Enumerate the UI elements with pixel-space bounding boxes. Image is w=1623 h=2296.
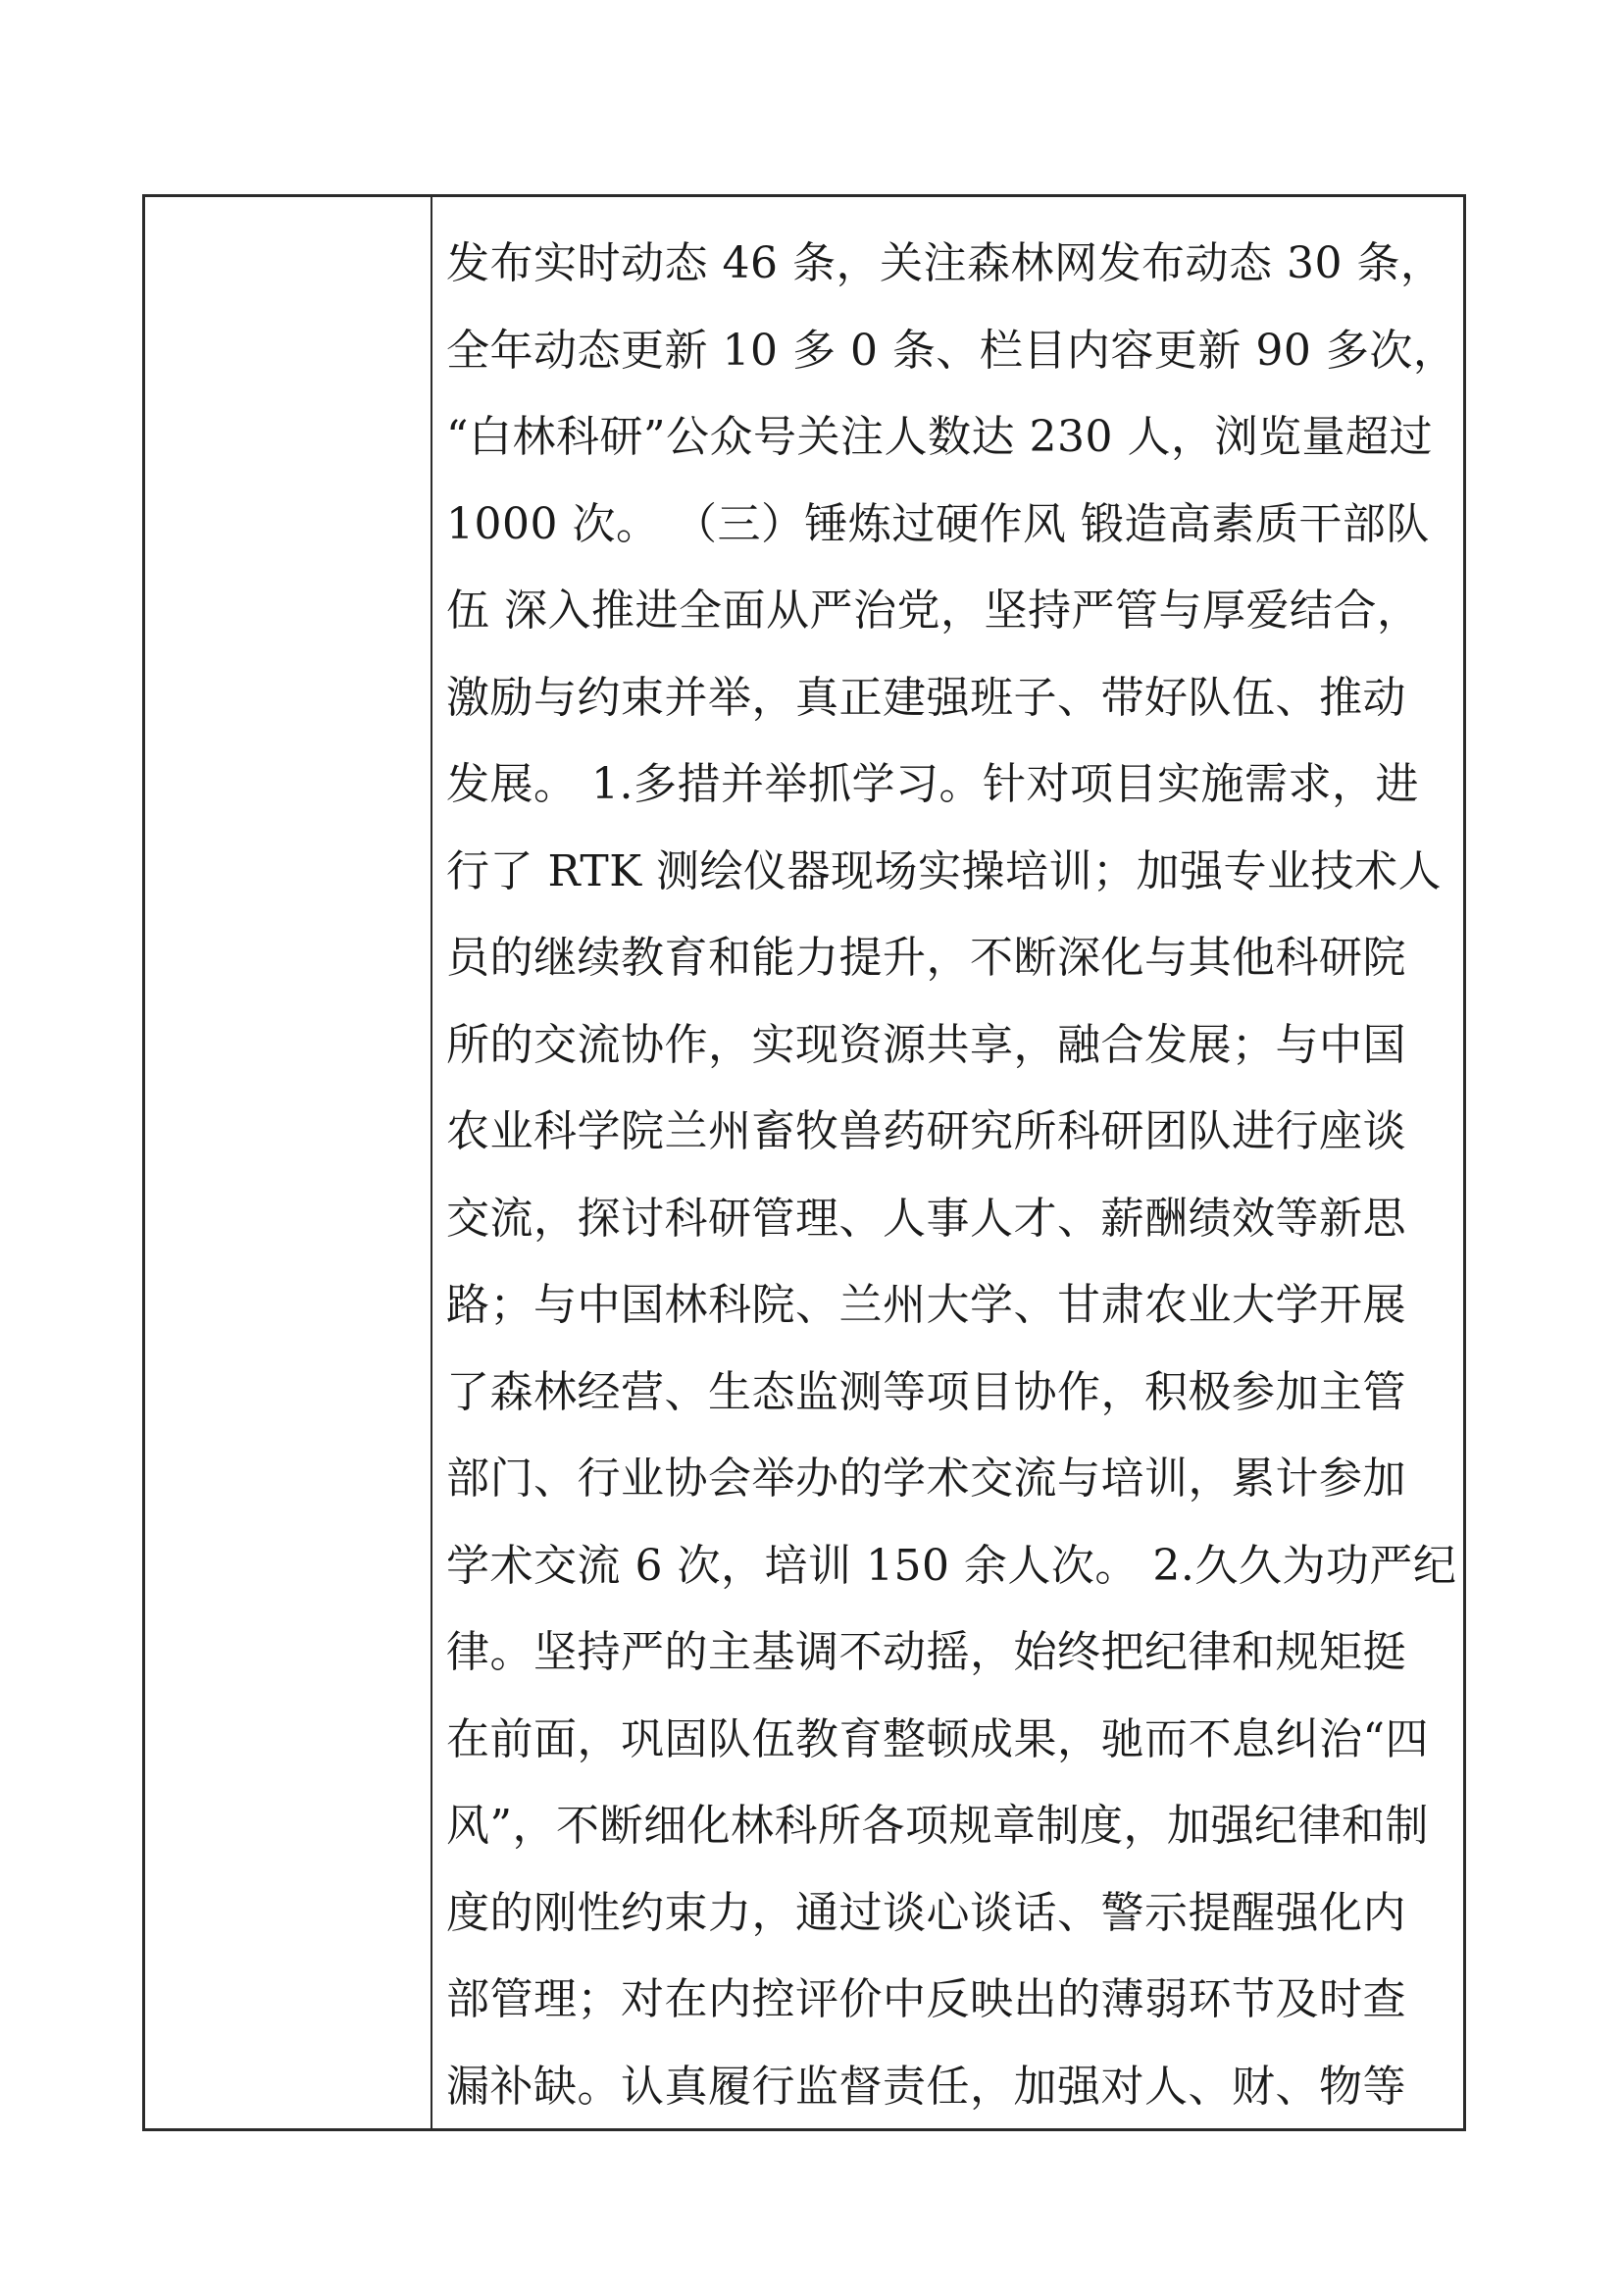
text-line: 所的交流协作，实现资源共享，融合发展；与中国 (446, 1019, 1406, 1070)
text-line: 交流，探讨科研管理、人事人才、薪酬绩效等新思 (446, 1193, 1406, 1244)
text-line: 1000 次。 （三）锤炼过硬作风 锻造高素质干部队 (446, 498, 1430, 549)
text-line: 风”，不断细化林科所各项规章制度，加强纪律和制 (446, 1801, 1429, 1851)
text-line: “白林科研”公众号关注人数达 230 人，浏览量超过 (446, 412, 1433, 462)
text-line: 律。坚持严的主基调不动摇，始终把纪律和规矩挺 (446, 1627, 1406, 1677)
text-line: 激励与约束并举，真正建强班子、带好队伍、推动 (446, 672, 1406, 723)
table-content-cell (432, 197, 1463, 2128)
table-label-cell (145, 197, 432, 2128)
text-line: 农业科学院兰州畜牧兽药研究所科研团队进行座谈 (446, 1106, 1406, 1156)
text-line: 部门、行业协会举办的学术交流与培训，累计参加 (446, 1454, 1406, 1504)
text-line: 学术交流 6 次，培训 150 余人次。 2.久久为功严纪 (446, 1540, 1457, 1591)
text-line: 全年动态更新 10 多 0 条、栏目内容更新 90 多次， (446, 325, 1457, 376)
text-line: 漏补缺。认真履行监督责任，加强对人、财、物等 (446, 2061, 1406, 2112)
text-line: 发布实时动态 46 条，关注森林网发布动态 30 条， (446, 238, 1445, 288)
text-line: 路；与中国林科院、兰州大学、甘肃农业大学开展 (446, 1280, 1406, 1330)
text-line: 了森林经营、生态监测等项目协作，积极参加主管 (446, 1366, 1406, 1417)
text-line: 发展。 1.多措并举抓学习。针对项目实施需求，进 (446, 759, 1419, 809)
text-line: 度的刚性约束力，通过谈心谈话、警示提醒强化内 (446, 1887, 1406, 1938)
text-line: 行了 RTK 测绘仪器现场实操培训；加强专业技术人 (446, 845, 1443, 896)
form-table (142, 194, 1466, 2131)
text-line: 部管理；对在内控评价中反映出的薄弱环节及时查 (446, 1974, 1406, 2024)
text-line: 员的继续教育和能力提升，不断深化与其他科研院 (446, 933, 1406, 983)
text-line: 在前面，巩固队伍教育整顿成果，驰而不息纠治“四 (446, 1713, 1429, 1764)
text-line: 伍 深入推进全面从严治党，坚持严管与厚爱结合， (446, 586, 1421, 636)
